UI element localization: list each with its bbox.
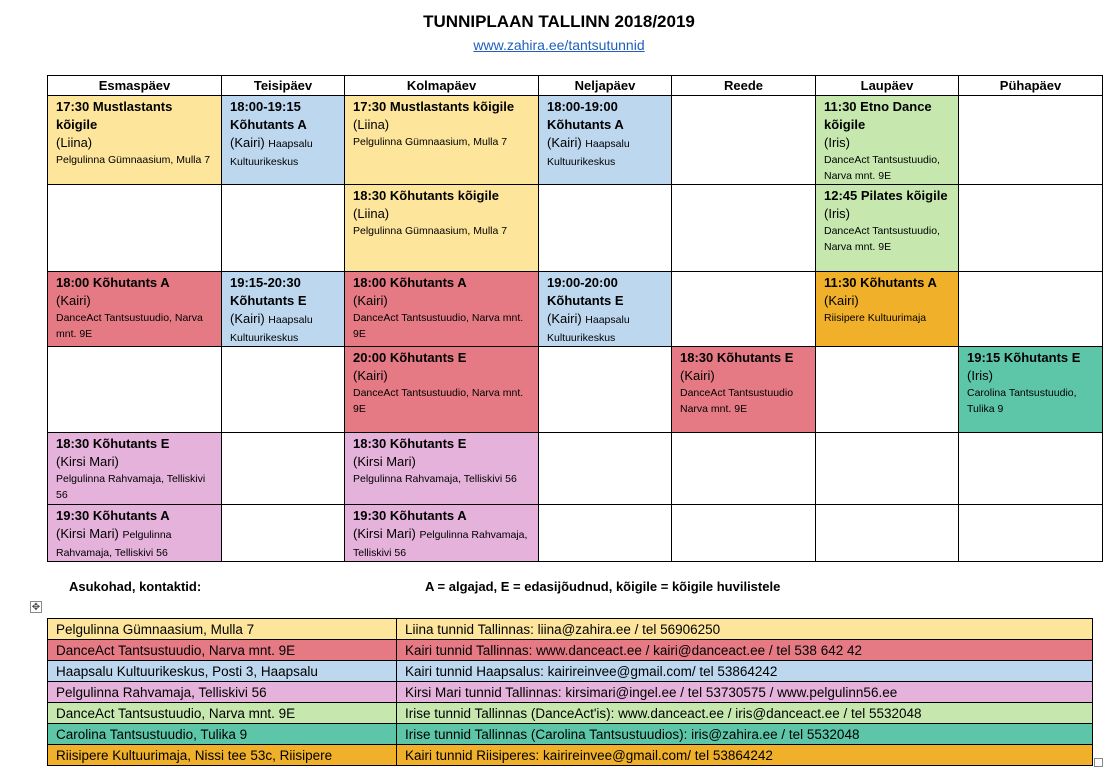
class-cell (48, 433, 222, 505)
class-teacher-line (353, 453, 534, 471)
contact-location: Haapsalu Kultuurikeskus, Posti 3, Haapsalu (48, 661, 397, 682)
empty-cell (672, 272, 816, 347)
contact-info: Kairi tunnid Haapsalus: kairireinvee@gmail.com/ tel 53864242 (397, 661, 1093, 682)
schedule-row (48, 433, 1103, 505)
table-resize-handle-icon[interactable] (1094, 758, 1103, 767)
class-location: Pelgulinna Gümnaasium, Mulla 7 (353, 225, 508, 237)
class-teacher-line (56, 134, 217, 152)
empty-cell (222, 347, 345, 433)
empty-cell (959, 96, 1103, 185)
day-header: Teisipäev (222, 76, 345, 96)
empty-cell (539, 347, 672, 433)
contacts-table (47, 618, 1093, 766)
empty-cell (959, 433, 1103, 505)
class-location: DanceAct Tantsustuudio Narva mnt. 9E (680, 387, 794, 415)
contact-info: Liina tunnid Tallinnas: liina@zahira.ee / tel 56906250 (397, 619, 1093, 640)
empty-cell (959, 272, 1103, 347)
class-cell (816, 185, 959, 272)
schedule-table (47, 75, 1103, 562)
contact-row (48, 703, 1093, 724)
class-teacher: (Kirsi Mari) (56, 454, 119, 469)
class-title: 19:15 Kõhutants E (967, 350, 1081, 365)
contact-info: Kairi tunnid Tallinnas: www.danceact.ee / kairi@danceact.ee / tel 538 642 42 (397, 640, 1093, 661)
class-teacher: (Iris) (967, 368, 993, 383)
day-header: Neljapäev (539, 76, 672, 96)
class-location: DanceAct Tantsustuudio, Narva mnt. 9E (824, 225, 940, 253)
class-location: Carolina Tantsustuudio, Tulika 9 (967, 387, 1077, 415)
class-cell (345, 347, 539, 433)
class-cell (48, 272, 222, 347)
class-teacher-line (824, 292, 954, 310)
day-header: Reede (672, 76, 816, 96)
class-location: Haapsalu Kultuurikeskus (547, 314, 630, 344)
class-teacher-line (680, 367, 811, 385)
day-header: Laupäev (816, 76, 959, 96)
class-location: DanceAct Tantsustuudio, Narva mnt. 9E (824, 154, 940, 182)
class-teacher: (Iris) (824, 135, 850, 150)
empty-cell (959, 505, 1103, 562)
website-link[interactable]: www.zahira.ee/tantsutunnid (473, 37, 645, 53)
schedule-row (48, 272, 1103, 347)
empty-cell (539, 433, 672, 505)
class-cell (48, 96, 222, 185)
class-cell (345, 272, 539, 347)
class-teacher: (Iris) (824, 206, 850, 221)
class-cell (345, 96, 539, 185)
class-title: 18:30 Kõhutants E (353, 436, 467, 451)
class-teacher: (Liina) (353, 206, 390, 221)
empty-cell (672, 185, 816, 272)
class-teacher-line (353, 116, 534, 134)
class-teacher-line (230, 310, 340, 346)
class-teacher: (Liina) (353, 117, 390, 132)
contact-location: Pelgulinna Rahvamaja, Telliskivi 56 (48, 682, 397, 703)
class-teacher: (Kirsi Mari) (353, 454, 416, 469)
class-teacher-line (353, 292, 534, 310)
class-teacher-line (230, 134, 340, 170)
class-teacher: (Kirsi Mari) (56, 526, 119, 541)
class-title: 11:30 Etno Dance kõigile (824, 99, 932, 132)
day-header: Pühapäev (959, 76, 1103, 96)
class-cell (539, 96, 672, 185)
class-title: 19:00-20:00 Kõhutants E (547, 275, 624, 308)
class-cell (345, 505, 539, 562)
class-teacher-line (56, 453, 217, 471)
class-location: DanceAct Tantsustuudio, Narva mnt. 9E (353, 312, 524, 340)
class-cell (345, 185, 539, 272)
contact-info: Irise tunnid Tallinnas (Carolina Tantsustuudios): iris@zahira.ee / tel 5532048 (397, 724, 1093, 745)
class-title: 12:45 Pilates kõigile (824, 188, 948, 203)
class-location: Pelgulinna Rahvamaja, Telliskivi 56 (353, 473, 517, 485)
contact-info: Kirsi Mari tunnid Tallinnas: kirsimari@ingel.ee / tel 53730575 / www.pelgulinn56.ee (397, 682, 1093, 703)
contact-location: DanceAct Tantsustuudio, Narva mnt. 9E (48, 703, 397, 724)
contact-row (48, 661, 1093, 682)
class-cell (48, 505, 222, 562)
class-cell (539, 272, 672, 347)
empty-cell (222, 185, 345, 272)
class-cell (345, 433, 539, 505)
empty-cell (672, 96, 816, 185)
contact-location: Carolina Tantsustuudio, Tulika 9 (48, 724, 397, 745)
empty-cell (48, 185, 222, 272)
class-location: Riisipere Kultuurimaja (824, 312, 927, 324)
contact-info: Irise tunnid Tallinnas (DanceAct'is): www.danceact.ee / iris@danceact.ee / tel 5532048 (397, 703, 1093, 724)
empty-cell (539, 185, 672, 272)
class-location: Pelgulinna Rahvamaja, Telliskivi 56 (56, 529, 172, 559)
contact-info: Kairi tunnid Riisiperes: kairireinvee@gmail.com/ tel 53864242 (397, 745, 1093, 766)
schedule-row (48, 96, 1103, 185)
table-move-handle-icon[interactable]: ✥ (31, 602, 41, 613)
contact-location: Pelgulinna Gümnaasium, Mulla 7 (48, 619, 397, 640)
empty-cell (539, 505, 672, 562)
class-teacher: (Liina) (56, 135, 93, 150)
class-teacher-line (547, 134, 667, 170)
empty-cell (816, 347, 959, 433)
contact-row (48, 682, 1093, 703)
contact-row (48, 745, 1093, 766)
contacts-label: Asukohad, kontaktid: (69, 579, 202, 594)
class-teacher: (Kairi) (230, 135, 265, 150)
class-title: 18:00-19:00 Kõhutants A (547, 99, 624, 132)
class-title: 17:30 Mustlastants kõigile (56, 99, 173, 132)
class-title: 19:30 Kõhutants A (56, 508, 170, 523)
class-teacher: (Kairi) (56, 293, 91, 308)
class-teacher: (Kirsi Mari) (353, 526, 416, 541)
class-location: DanceAct Tantsustuudio, Narva mnt. 9E (353, 387, 524, 415)
class-cell (222, 96, 345, 185)
class-cell (959, 347, 1103, 433)
empty-cell (672, 505, 816, 562)
class-teacher: (Kairi) (353, 293, 388, 308)
empty-cell (672, 433, 816, 505)
class-location: Pelgulinna Rahvamaja, Telliskivi 56 (353, 529, 528, 559)
class-teacher: (Kairi) (824, 293, 859, 308)
class-teacher-line (824, 205, 954, 223)
class-teacher-line (547, 310, 667, 346)
class-title: 11:30 Kõhutants A (824, 275, 937, 290)
class-teacher: (Kairi) (547, 135, 582, 150)
class-title: 17:30 Mustlastants kõigile (353, 99, 515, 114)
class-title: 18:00-19:15 Kõhutants A (230, 99, 307, 132)
class-location: Pelgulinna Rahvamaja, Telliskivi 56 (56, 473, 206, 501)
day-header-row (48, 76, 1103, 96)
class-cell (816, 96, 959, 185)
class-cell (672, 347, 816, 433)
class-teacher-line (56, 292, 217, 310)
contact-location: DanceAct Tantsustuudio, Narva mnt. 9E (48, 640, 397, 661)
class-teacher-line (56, 525, 217, 561)
empty-cell (222, 433, 345, 505)
class-teacher-line (353, 205, 534, 223)
empty-cell (816, 505, 959, 562)
day-header: Esmaspäev (48, 76, 222, 96)
class-title: 18:30 Kõhutants E (56, 436, 170, 451)
class-title: 18:00 Kõhutants A (353, 275, 467, 290)
class-title: 19:15-20:30 Kõhutants E (230, 275, 307, 308)
class-cell (816, 272, 959, 347)
contact-location: Riisipere Kultuurimaja, Nissi tee 53c, Riisipere (48, 745, 397, 766)
schedule-row (48, 505, 1103, 562)
class-title: 20:00 Kõhutants E (353, 350, 467, 365)
day-header: Kolmapäev (345, 76, 539, 96)
class-title: 18:30 Kõhutants kõigile (353, 188, 499, 203)
class-title: 19:30 Kõhutants A (353, 508, 467, 523)
class-teacher-line (353, 367, 534, 385)
class-cell (222, 272, 345, 347)
class-teacher-line (353, 525, 534, 561)
class-teacher: (Kairi) (547, 311, 582, 326)
empty-cell (959, 185, 1103, 272)
empty-cell (48, 347, 222, 433)
class-teacher: (Kairi) (353, 368, 388, 383)
class-location: Haapsalu Kultuurikeskus (230, 314, 313, 344)
class-location: Pelgulinna Gümnaasium, Mulla 7 (56, 154, 211, 166)
class-location: Haapsalu Kultuurikeskus (547, 138, 630, 168)
class-teacher-line (824, 134, 954, 152)
class-teacher: (Kairi) (230, 311, 265, 326)
empty-cell (222, 505, 345, 562)
schedule-row (48, 347, 1103, 433)
legend: A = algajad, E = edasijõudnud, kõigile = kõigile huvilistele (425, 579, 781, 594)
empty-cell (816, 433, 959, 505)
class-teacher-line (967, 367, 1098, 385)
contact-row (48, 619, 1093, 640)
class-teacher: (Kairi) (680, 368, 715, 383)
class-title: 18:30 Kõhutants E (680, 350, 794, 365)
page-title: TUNNIPLAAN TALLINN 2018/2019 (423, 12, 695, 31)
contact-row (48, 640, 1093, 661)
class-location: DanceAct Tantsustuudio, Narva mnt. 9E (56, 312, 203, 340)
class-location: Haapsalu Kultuurikeskus (230, 138, 313, 168)
contact-row (48, 724, 1093, 745)
schedule-row (48, 185, 1103, 272)
class-title: 18:00 Kõhutants A (56, 275, 170, 290)
class-location: Pelgulinna Gümnaasium, Mulla 7 (353, 136, 508, 148)
